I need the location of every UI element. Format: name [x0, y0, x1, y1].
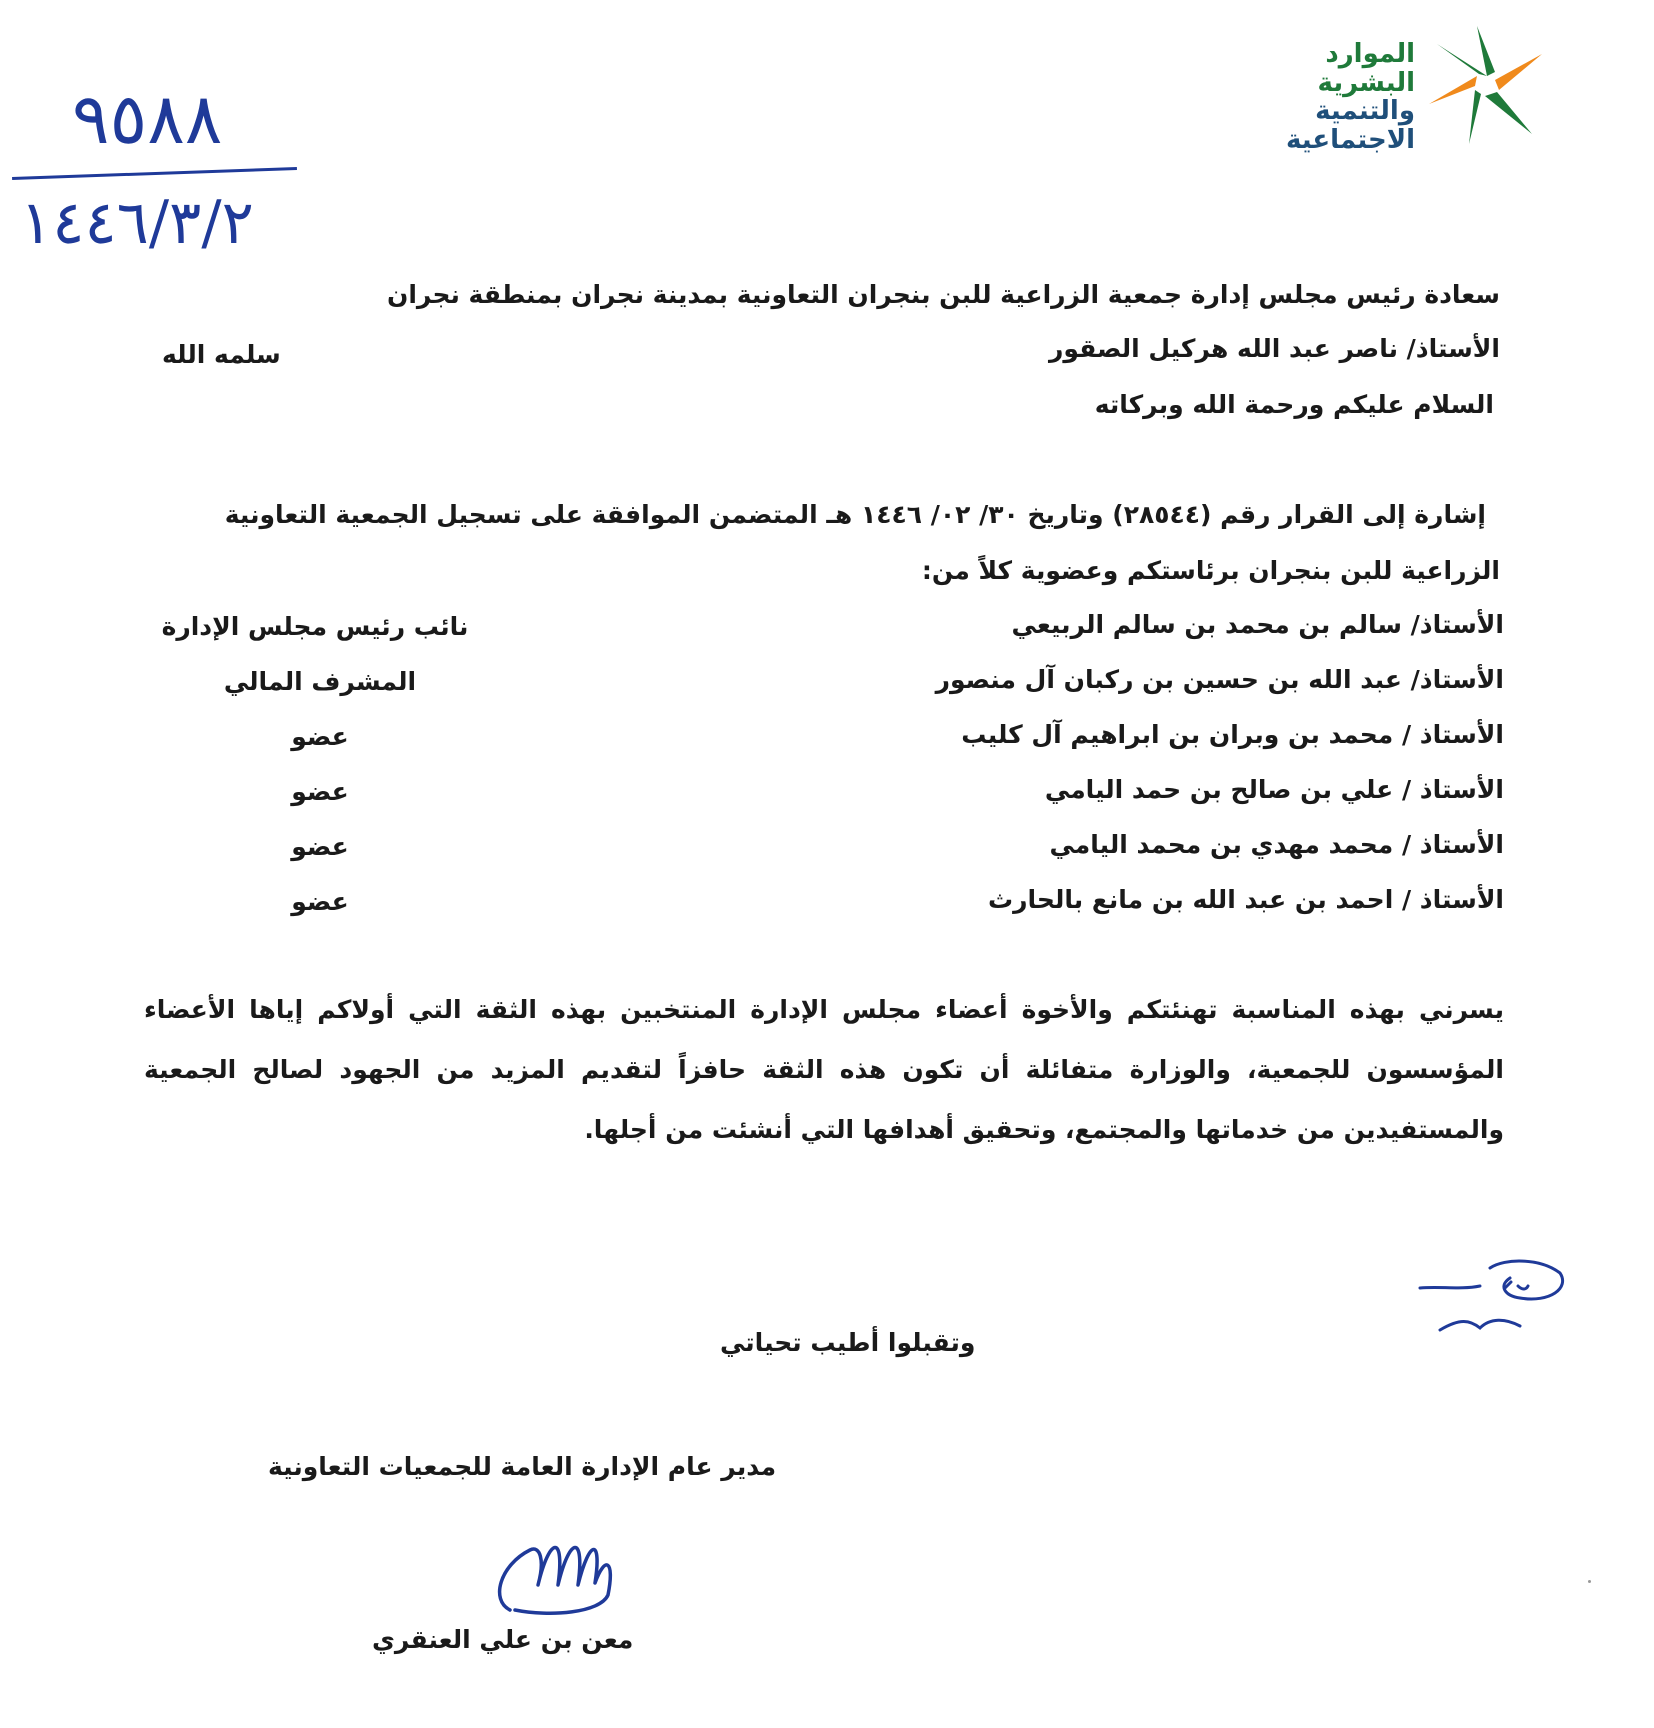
signature-mark	[490, 1525, 620, 1620]
member-role: المشرف المالي	[223, 667, 417, 696]
member-name: الأستاذ / علي بن صالح بن حمد اليامي	[1044, 775, 1504, 804]
ministry-star-logo-icon	[1425, 22, 1550, 147]
logo-line-2: والتنمية الاجتماعية	[1286, 96, 1415, 155]
salutation-blessing: سلمه الله	[162, 340, 281, 369]
recipient-title: سعادة رئيس مجلس إدارة جمعية الزراعية للبن بنجران التعاونية بمدينة نجران بمنطقة نجران	[386, 280, 1500, 309]
member-name: الأستاذ / محمد بن وبران بن ابراهيم آل كليب	[961, 720, 1504, 749]
intro-line-2: الزراعية للبن بنجران برئاستكم وعضوية كلاً من:	[921, 556, 1500, 585]
reference-number: ٩٥٨٨	[72, 78, 223, 160]
member-name: الأستاذ/ عبد الله بن حسين بن ركبان آل منصور	[935, 665, 1504, 694]
signatory-title: مدير عام الإدارة العامة للجمعيات التعاونية	[268, 1452, 777, 1481]
member-role: نائب رئيس مجلس الإدارة	[161, 612, 469, 641]
recipient-name: الأستاذ/ ناصر عبد الله هركيل الصقور	[1049, 334, 1500, 363]
intro-line-1: إشارة إلى القرار رقم (٢٨٥٤٤) وتاريخ ٣٠/ ٠٢/ ١٤٤٦ هـ المتضمن الموافقة على تسجيل الجمعية التعاونية	[224, 500, 1486, 529]
member-role: عضو	[291, 722, 349, 751]
handwritten-initial-mark	[1410, 1248, 1590, 1343]
member-role: عضو	[291, 832, 349, 861]
regards: وتقبلوا أطيب تحياتي	[720, 1328, 976, 1357]
closing-paragraph: يسرني بهذه المناسبة تهنئتكم والأخوة أعضاء مجلس الإدارة المنتخبين بهذه الثقة التي أولاكم إياها الأعضاء المؤسسون للجمعية، والوزارة متفائلة أن تكون هذه الثقة حافزاً لتقديم المزيد من الجهود لصالح الجمعية والمستفيدين من خدماتها والمجتمع، وتحقيق أهدافها التي أنشئت من أجلها.	[144, 995, 1504, 1144]
scan-speck	[1588, 1580, 1591, 1583]
reference-divider	[12, 167, 297, 180]
reference-date: ١٤٤٦/٣/٢	[20, 188, 254, 258]
member-role: عضو	[291, 777, 349, 806]
member-name: الأستاذ/ سالم بن محمد بن سالم الربيعي	[1011, 610, 1504, 639]
member-name: الأستاذ / محمد مهدي بن محمد اليامي	[1049, 830, 1504, 859]
greeting: السلام عليكم ورحمة الله وبركاته	[1094, 390, 1494, 419]
ministry-logo	[1220, 22, 1550, 155]
logo-line-1: الموارد البشرية	[1317, 39, 1415, 98]
member-role: عضو	[291, 887, 349, 916]
logo-text	[1220, 40, 1415, 154]
member-name: الأستاذ / احمد بن عبد الله بن مانع بالحارث	[988, 885, 1504, 914]
signatory-name: معن بن علي العنقري	[372, 1625, 634, 1654]
